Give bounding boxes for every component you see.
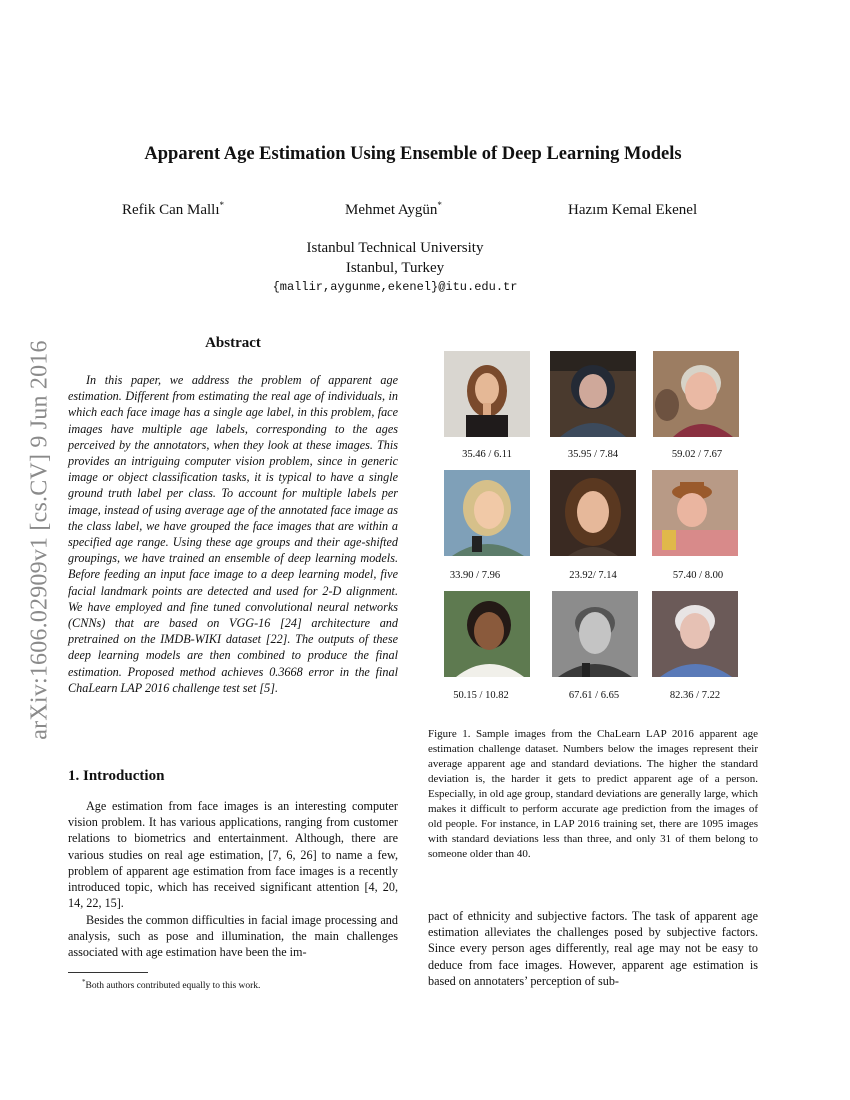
- right-column-paragraph: pact of ethnicity and subjective factors. The task of apparent age estimation alleviates the challenges posed by subjective factors. Since every person ages differently, real age may not be easy to deduce from face images. However, apparent age estimation is based on annotaters’ perception of sub-: [428, 909, 758, 988]
- affiliation-university: Istanbul Technical University: [306, 240, 484, 256]
- face-label-8: 67.61 / 6.65: [568, 690, 620, 701]
- face-label-4: 33.90 / 7.96: [449, 570, 501, 581]
- face-image-6: [652, 470, 738, 556]
- affiliation-city: Istanbul, Turkey: [345, 260, 445, 276]
- face-image-4: [444, 470, 530, 556]
- face-image-5: [550, 470, 636, 556]
- author-2: Mehmet Aygün*: [345, 200, 442, 218]
- arxiv-stamp: arXiv:1606.02909v1 [cs.CV] 9 Jun 2016: [26, 340, 53, 740]
- footnote-rule: [68, 972, 148, 973]
- intro-paragraph-1: Age estimation from face images is an interesting computer vision problem. It has various applications, ranging from customer relations to biometrics and entertainment. Although, there are various studies on real age estimation, [7, 6, 26] to name a few, problem of apparent age estimation from face images is a recently introduced topic, which has received significant attention [4, 20, 14, 22, 15].: [68, 799, 398, 911]
- abstract-heading: Abstract: [205, 335, 261, 351]
- figure-1-caption: Figure 1. Sample images from the ChaLearn LAP 2016 apparent age estimation challenge dataset. Numbers below the images represent their average apparent age and standard deviations. The higher the standard deviation is, the harder it gets to predict apparent age of a person. Especially, in old age group, standard deviations are generally large, which makes it difficult to perform accurate age prediction from the images of old people. For instance, in LAP 2016 training set, there are 1095 images with standard deviations less than three, and only 31 of them belong to someone older than 40.: [428, 728, 758, 860]
- face-label-6: 57.40 / 8.00: [672, 570, 724, 581]
- section-heading-introduction: 1. Introduction: [68, 768, 165, 784]
- face-image-2: [550, 351, 636, 437]
- face-image-3: [653, 351, 739, 437]
- face-label-3: 59.02 / 7.67: [671, 449, 723, 460]
- face-label-5: 23.92/ 7.14: [569, 570, 617, 581]
- face-label-2: 35.95 / 7.84: [567, 449, 619, 460]
- footnote: *Both authors contributed equally to this work.: [82, 978, 261, 992]
- author-1: Refik Can Mallı*: [122, 200, 224, 218]
- paper-title: Apparent Age Estimation Using Ensemble of Deep Learning Models: [144, 144, 682, 164]
- author-emails: {mallir,aygunme,ekenel}@itu.edu.tr: [272, 280, 518, 294]
- face-image-1: [444, 351, 530, 437]
- face-label-1: 35.46 / 6.11: [462, 449, 512, 460]
- intro-paragraph-2: Besides the common difficulties in facial image processing and analysis, such as pose and illumination, the main challenges associated with age estimation have been the im-: [68, 913, 398, 960]
- face-image-7: [444, 591, 530, 677]
- face-label-7: 50.15 / 10.82: [453, 690, 509, 701]
- abstract-text: In this paper, we address the problem of apparent age estimation. Different from estimating the real age of individuals, in which each face image has a single age label, in this problem, face images have multiple age labels, corresponding to the ages perceived by the annotators, when they look at these images. This provides an intriguing computer vision problem, since in generic image or object classification tasks, it is typical to have a single ground truth label per class. To account for multiple labels per image, instead of using average age of the annotated face image as the class label, we have grouped the face images that are within a specified age range. Using these age groups and their age-shifted groupings, we have trained an ensemble of deep learning models. Before feeding an input face image to a deep learning model, five facial landmark points are detected and used for 2-D alignment. We have employed and fine tuned convolutional neural networks (CNNs) that are based on VGG-16 [24] architecture and pretrained on the IMDB-WIKI dataset [22]. The outputs of these deep learning models are then combined to produce the final estimation. Proposed method achieves 0.3668 error in the final ChaLearn LAP 2016 challenge test set [5].: [68, 373, 398, 695]
- author-3: Hazım Kemal Ekenel: [568, 202, 698, 218]
- face-image-9: [652, 591, 738, 677]
- face-image-8: [552, 591, 638, 677]
- face-label-9: 82.36 / 7.22: [669, 690, 721, 701]
